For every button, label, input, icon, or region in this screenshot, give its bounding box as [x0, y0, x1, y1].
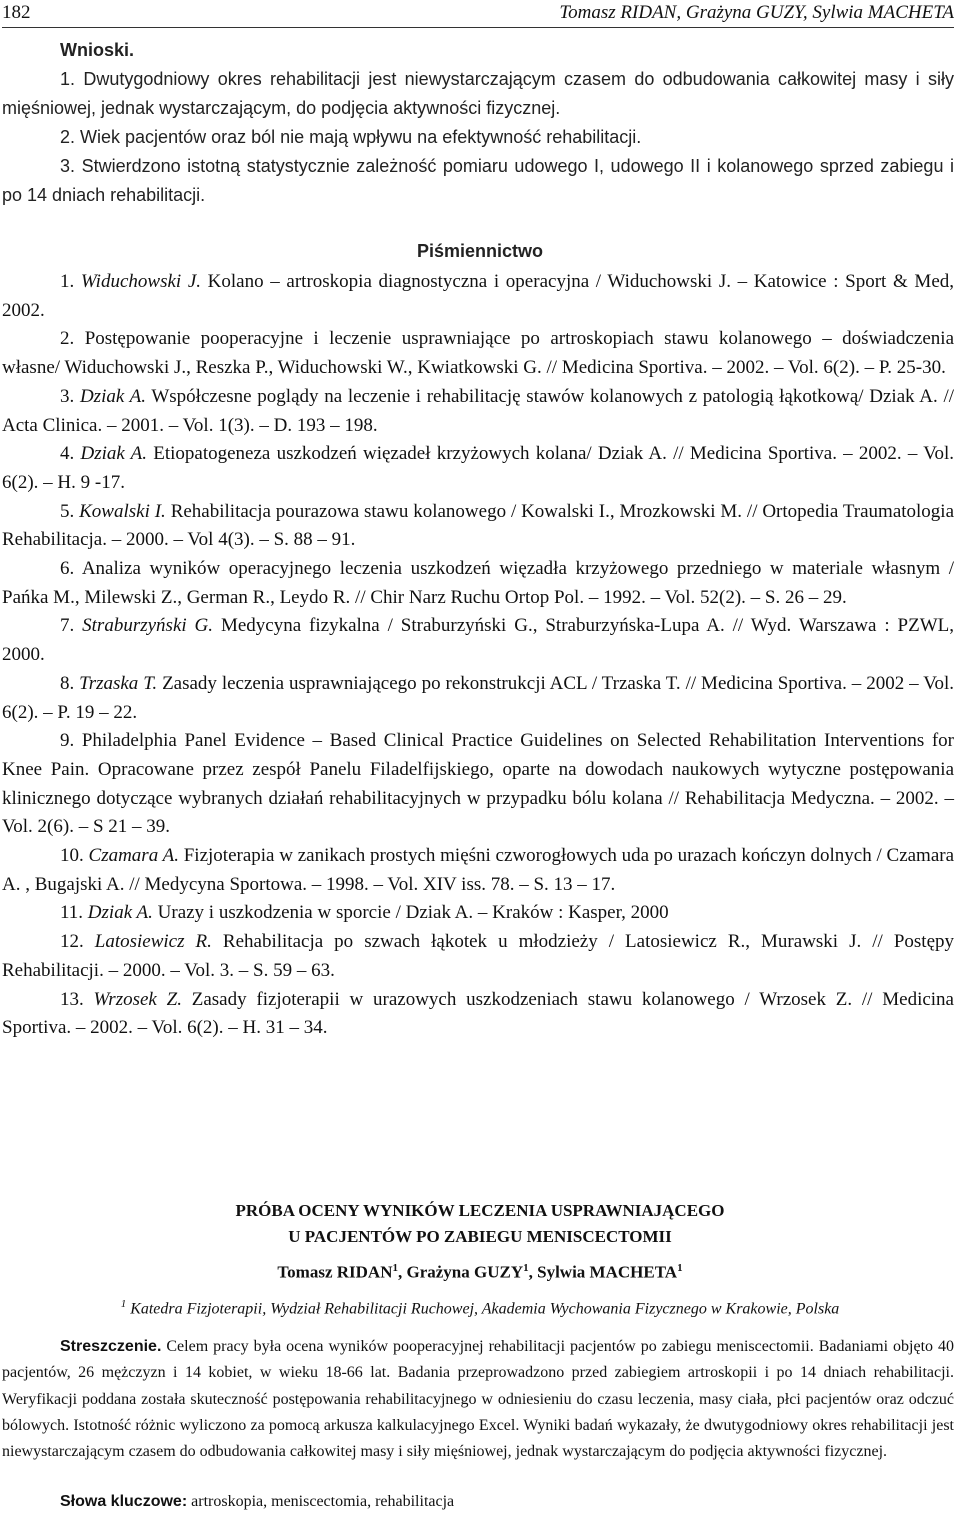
- reference-item: [2, 440, 954, 497]
- conclusion-text: Stwierdzono istotną statystycznie zależność pomiaru udowego I, udowego II i kolanowego sprzed zabiegu i po 14 dniach rehabilitacji.: [2, 156, 954, 205]
- reference-text: Medycyna fizykalna / Straburzyński G., Straburzyńska-Lupa A. // Wyd. Warszawa : PZWL, 2000.: [2, 615, 954, 666]
- article-affiliation: [0, 1298, 960, 1318]
- header-rule: [2, 27, 954, 28]
- reference-item: [2, 612, 954, 669]
- reference-text: Współczesne poglądy na leczenie i rehabilitację stawów kolanowych z patologią łąkotkową/ Dziak A. // Acta Clinica. – 2001. – Vol. 1(3). – D. 193 – 198.: [2, 385, 954, 436]
- reference-item: [2, 727, 954, 842]
- reference-author: Czamara A.: [88, 845, 179, 867]
- abstract-section: [2, 1334, 954, 1465]
- reference-author: Latosiewicz R.: [94, 931, 212, 953]
- reference-author: Dziak A.: [80, 443, 148, 465]
- reference-item: [2, 986, 954, 1043]
- reference-number: 7.: [60, 615, 75, 637]
- reference-text: Rehabilitacja po szwach łąkotek u młodzieży / Latosiewicz R., Murawski J. // Postępy Rehabilitacji. – 2000. – Vol. 3. – S. 59 – 63.: [2, 931, 955, 981]
- conclusions-section: [2, 36, 954, 210]
- affiliation-marker: 1: [120, 1298, 127, 1310]
- reference-item: [2, 498, 954, 555]
- reference-author: Dziak A.: [79, 385, 146, 407]
- reference-author: Dziak A.: [87, 902, 153, 924]
- author-name: Grażyna GUZY: [406, 1262, 524, 1282]
- affiliation-text: Katedra Fizjoterapii, Wydział Rehabilitacji Ruchowej, Akademia Wychowania Fizycznego w Krakowie, Polska: [130, 1300, 840, 1318]
- reference-item: [2, 555, 954, 612]
- conclusion-item: [2, 152, 954, 210]
- abstract-text: Celem pracy była ocena wyników pooperacyjnej rehabilitacji pacjentów po zabiegu meniscectomii. Badaniami objęto 40 pacjentów, 26 mężczyzn i 14 kobiet, w wieku 18-66 lat. Badania przeprowadzono przed zabiegiem artroskopii i po 14 dniach rehabilitacji. Weryfikacji poddana została skuteczność postępowania rehabilitacyjnego w odniesieniu do czasu leczenia, masy ciała, płci pacjentów oraz odczuć bólowych. Istotność różnic wyliczono za pomocą arkusza kalkulacyjnego Excel. Wyniki badań wykazały, że dwutygodniowy okres rehabilitacji jest niewystarczającym czasem do odbudowania całkowitej masy i siły mięśniowej, jednak wystarczającym do podjęcia aktywności fizycznej.: [2, 1338, 955, 1461]
- reference-number: 9.: [60, 730, 75, 752]
- author-separator: ,: [397, 1262, 407, 1282]
- reference-text: Philadelphia Panel Evidence – Based Clinical Practice Guidelines on Selected Rehabilitation Interventions for Knee Pain. Opracowane przez zespół Panelu Filadelfijskiego, oparte na dowodach naukowych wytyczne postępowania klinicznego dotyczące wybranych działań rehabilitacyjnych w przypadku bólu kolana // Rehabilitacja Medyczna. – 2002. – Vol. 2(6). – S 21 – 39.: [2, 730, 955, 838]
- reference-number: 13.: [60, 988, 84, 1010]
- reference-author: Wrzosek Z.: [93, 988, 182, 1010]
- article-authors: [0, 1262, 960, 1283]
- article-title: [0, 1198, 960, 1250]
- reference-number: 2.: [60, 328, 75, 350]
- conclusion-text: Dwutygodniowy okres rehabilitacji jest niewystarczającym czasem do odbudowania całkowitej masy i siły mięśniowej, jednak wystarczającym, do podjęcia aktywności fizycznej.: [2, 69, 954, 118]
- reference-number: 12.: [60, 931, 84, 953]
- article-title-line: U PACJENTÓW PO ZABIEGU MENISCECTOMII: [288, 1227, 672, 1246]
- conclusion-item: [2, 123, 954, 152]
- running-header: [2, 2, 954, 26]
- keywords-line: [60, 1493, 454, 1511]
- reference-text: Etiopatogeneza uszkodzeń więzadeł krzyżowych kolana/ Dziak A. // Medicina Sportiva. – 2002. – Vol. 6(2). – H. 9 -17.: [2, 443, 955, 493]
- references-title: Piśmiennictwo: [416, 241, 544, 261]
- reference-author: Widuchowski J.: [80, 271, 202, 292]
- reference-number: 8.: [60, 672, 75, 694]
- conclusion-text: Wiek pacjentów oraz ból nie mają wpływu na efektywność rehabilitacji.: [80, 127, 642, 147]
- conclusions-title: Wnioski.: [60, 40, 135, 60]
- abstract-label: Streszczenie.: [60, 1338, 162, 1355]
- reference-author: Trzaska T.: [79, 672, 158, 694]
- author-name: Sylwia MACHETA: [537, 1262, 678, 1282]
- reference-author: Straburzyński G.: [82, 615, 214, 637]
- conclusion-item: [2, 65, 954, 123]
- page-number: 182: [2, 2, 31, 23]
- reference-number: 11.: [60, 902, 84, 924]
- conclusion-number: 3.: [60, 156, 76, 176]
- reference-item: [2, 268, 954, 325]
- reference-author: Kowalski I.: [79, 500, 166, 522]
- reference-text: Kolano – artroskopia diagnostyczna i operacyjna / Widuchowski J. – Katowice : Sport & Med, 2002.: [2, 271, 955, 321]
- abstract-paragraph: [2, 1334, 954, 1465]
- running-header-authors: Tomasz RIDAN, Grażyna GUZY, Sylwia MACHETA: [559, 2, 954, 23]
- author-affiliation-marker: 1: [523, 1262, 529, 1274]
- keywords-text: artroskopia, meniscectomia, rehabilitacja: [191, 1493, 455, 1510]
- article-title-line: PRÓBA OCENY WYNIKÓW LECZENIA USPRAWNIAJĄCEGO: [235, 1201, 725, 1220]
- reference-number: 3.: [60, 385, 75, 407]
- reference-text: Zasady fizjoterapii w urazowych uszkodzeniach stawu kolanowego / Wrzosek Z. // Medicina Sportiva. – 2002. – Vol. 6(2). – H. 31 – 34.: [2, 988, 954, 1039]
- author-affiliation-marker: 1: [677, 1262, 683, 1274]
- conclusion-number: 2.: [60, 127, 76, 147]
- reference-text: Postępowanie pooperacyjne i leczenie usprawniające po artroskopiach stawu kolanowego – doświadczenia własne/ Widuchowski J., Reszka P., Widuchowski W., Kwiatkowski G. // Medicina Sportiva. – 2002. – Vol. 6(2). – P. 25-30.: [2, 328, 955, 379]
- conclusion-number: 1.: [60, 69, 76, 89]
- reference-text: Urazy i uszkodzenia w sporcie / Dziak A. – Kraków : Kasper, 2000: [157, 902, 669, 924]
- reference-number: 4.: [60, 443, 75, 465]
- reference-item: [2, 325, 954, 382]
- reference-item: [2, 670, 954, 727]
- reference-number: 5.: [60, 500, 75, 522]
- reference-item: [2, 383, 954, 440]
- reference-text: Fizjoterapia w zanikach prostych mięśni czworogłowych uda po urazach kończyn dolnych / Czamara A. , Bugajski A. // Medycyna Sportowa. – 1998. – Vol. XIV iss. 78. – S. 13 – 17.: [2, 845, 955, 895]
- reference-item: [2, 899, 954, 928]
- reference-item: [2, 842, 954, 899]
- reference-number: 1.: [60, 271, 75, 292]
- reference-text: Analiza wyników operacyjnego leczenia uszkodzeń więzadła krzyżowego przedniego w materiale własnym / Pańka M., Milewski Z., German R., Leydo R. // Chir Narz Ruchu Ortop Pol. – 1992. – Vol. 52(2). – S. 26 – 29.: [2, 558, 955, 608]
- reference-number: 10.: [60, 845, 84, 867]
- author-separator: ,: [528, 1262, 538, 1282]
- references-list: [2, 268, 954, 1043]
- author-name: Tomasz RIDAN: [277, 1262, 393, 1282]
- reference-item: [2, 928, 954, 985]
- author-affiliation-marker: 1: [392, 1262, 398, 1274]
- reference-text: Rehabilitacja pourazowa stawu kolanowego / Kowalski I., Mrozkowski M. // Ortopedia Traumatologia Rehabilitacja. – 2000. – Vol 4(3). – S. 88 – 91.: [2, 500, 955, 551]
- reference-number: 6.: [60, 558, 75, 580]
- reference-text: Zasady leczenia usprawniającego po rekonstrukcji ACL / Trzaska T. // Medicina Sportiva. – 2002 – Vol. 6(2). – P. 19 – 22.: [2, 672, 955, 723]
- keywords-label: Słowa kluczowe:: [60, 1493, 188, 1510]
